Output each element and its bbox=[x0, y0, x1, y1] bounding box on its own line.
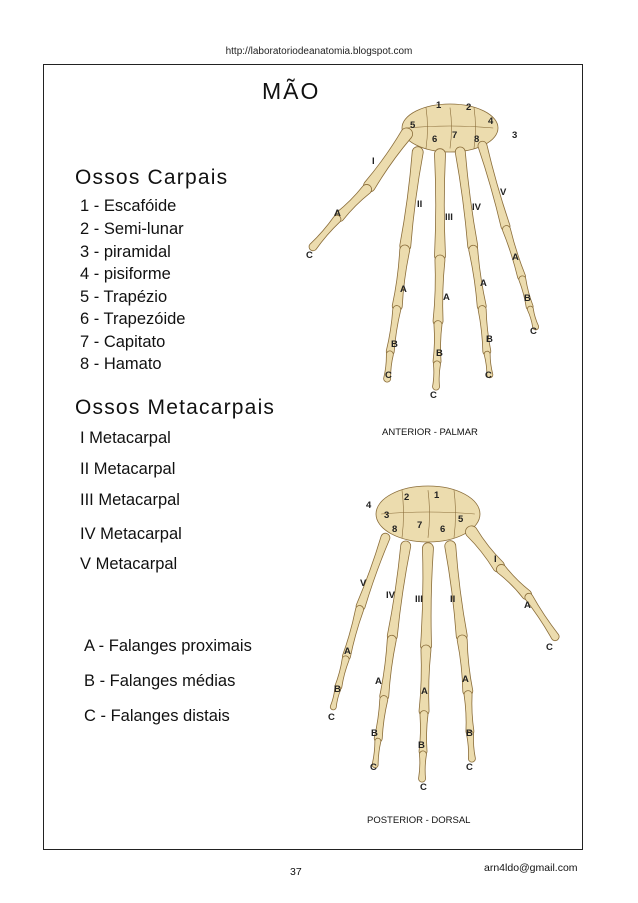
carpal-item: 7 - Capitato bbox=[80, 333, 166, 351]
palmar-label: B bbox=[486, 334, 493, 345]
dorsal-label: 5 bbox=[458, 514, 464, 525]
dorsal-label: A bbox=[524, 600, 531, 611]
dorsal-label: A bbox=[344, 646, 351, 657]
middle-finger-bone-3 bbox=[418, 751, 426, 782]
phalanx-item: A - Falanges proximais bbox=[84, 637, 252, 655]
palmar-label: C bbox=[385, 370, 392, 381]
dorsal-label: C bbox=[546, 642, 553, 653]
dorsal-label: B bbox=[371, 728, 378, 739]
palmar-label: B bbox=[524, 293, 531, 304]
dorsal-label: C bbox=[466, 762, 473, 773]
palmar-label: A bbox=[443, 292, 450, 303]
palmar-label: V bbox=[500, 187, 507, 198]
palmar-label: 8 bbox=[474, 134, 480, 145]
palmar-label: C bbox=[530, 326, 537, 337]
dorsal-label: B bbox=[334, 684, 341, 695]
palmar-label: 1 bbox=[436, 100, 442, 111]
dorsal-label: III bbox=[415, 594, 423, 605]
metacarpal-item: V Metacarpal bbox=[80, 555, 178, 573]
carpal-item: 4 - pisiforme bbox=[80, 265, 171, 283]
palmar-label: 6 bbox=[432, 134, 438, 145]
palmar-label: A bbox=[400, 284, 407, 295]
middle-finger-bone-3 bbox=[432, 361, 440, 390]
dorsal-label: A bbox=[462, 674, 469, 685]
metacarpals-heading: Ossos Metacarpais bbox=[75, 396, 276, 419]
dorsal-label: A bbox=[375, 676, 382, 687]
palmar-label: I bbox=[372, 156, 375, 167]
palmar-label: II bbox=[417, 199, 423, 210]
palmar-label: B bbox=[391, 339, 398, 350]
middle-finger-bone-1 bbox=[433, 255, 445, 326]
palmar-label: 2 bbox=[466, 102, 472, 113]
index-finger-bone-1 bbox=[457, 634, 474, 696]
carpal-item: 2 - Semi-lunar bbox=[80, 220, 184, 238]
dorsal-label: A bbox=[421, 686, 428, 697]
dorsal-label: 4 bbox=[366, 500, 372, 511]
dorsal-label: 1 bbox=[434, 490, 440, 501]
palmar-label: C bbox=[485, 370, 492, 381]
metacarpal-item: IV Metacarpal bbox=[80, 525, 182, 543]
dorsal-label: 7 bbox=[417, 520, 423, 531]
index-finger-bone-1 bbox=[392, 244, 411, 311]
middle-finger-bone-1 bbox=[419, 645, 431, 716]
dorsal-label: B bbox=[466, 728, 473, 739]
thumb-bone-0 bbox=[361, 126, 415, 195]
palmar-label: C bbox=[430, 390, 437, 401]
palmar-label: A bbox=[334, 208, 341, 219]
palmar-label: A bbox=[512, 252, 519, 263]
metacarpal-item: II Metacarpal bbox=[80, 460, 176, 478]
page-title: MÃO bbox=[262, 78, 321, 104]
index-finger-bone-0 bbox=[444, 540, 468, 642]
thumb-bone-2 bbox=[307, 214, 342, 253]
palmar-label: 5 bbox=[410, 120, 416, 131]
dorsal-label: 6 bbox=[440, 524, 446, 535]
palmar-label: 3 bbox=[512, 130, 518, 141]
palmar-label: 4 bbox=[488, 116, 494, 127]
palmar-label: C bbox=[306, 250, 313, 261]
carpal-item: 8 - Hamato bbox=[80, 355, 162, 373]
ring-finger-bone-1 bbox=[379, 635, 397, 702]
dorsal-hand-illustration bbox=[300, 478, 580, 808]
metacarpal-item: I Metacarpal bbox=[80, 429, 171, 447]
dorsal-label: C bbox=[328, 712, 335, 723]
palmar-caption: ANTERIOR - PALMAR bbox=[382, 427, 478, 438]
carpal-item: 6 - Trapezóide bbox=[80, 310, 186, 328]
carpal-item: 3 - piramidal bbox=[80, 243, 171, 261]
palmar-label: III bbox=[445, 212, 453, 223]
page-number: 37 bbox=[290, 866, 302, 878]
dorsal-label: V bbox=[360, 578, 367, 589]
little-finger-bone-0 bbox=[477, 140, 511, 232]
dorsal-label: 3 bbox=[384, 510, 390, 521]
dorsal-label: 8 bbox=[392, 524, 398, 535]
ring-finger-bone-2 bbox=[478, 305, 491, 356]
source-url: http://laboratoriodeanatomia.blogspot.com bbox=[225, 46, 413, 57]
carpal-item: 5 - Trapézio bbox=[80, 288, 168, 306]
metacarpal-item: III Metacarpal bbox=[80, 491, 180, 509]
ring-finger-bone-0 bbox=[455, 146, 479, 251]
dorsal-label: C bbox=[370, 762, 377, 773]
palmar-label: B bbox=[436, 348, 443, 359]
phalanx-item: C - Falanges distais bbox=[84, 707, 230, 725]
carpal-item: 1 - Escafóide bbox=[80, 197, 177, 215]
phalanx-item: B - Falanges médias bbox=[84, 672, 236, 690]
dorsal-label: C bbox=[420, 782, 427, 793]
middle-finger-bone-0 bbox=[435, 149, 446, 262]
dorsal-label: II bbox=[450, 594, 456, 605]
palmar-label: IV bbox=[472, 202, 481, 213]
palmar-label: A bbox=[480, 278, 487, 289]
footer-email: arn4ldo@gmail.com bbox=[484, 862, 578, 874]
dorsal-label: IV bbox=[386, 590, 395, 601]
palmar-label: 7 bbox=[452, 130, 458, 141]
dorsal-label: I bbox=[494, 554, 497, 565]
palmar-hand-illustration bbox=[290, 88, 580, 410]
dorsal-label: 2 bbox=[404, 492, 410, 503]
carpals-heading: Ossos Carpais bbox=[75, 166, 229, 189]
dorsal-label: B bbox=[418, 740, 425, 751]
dorsal-caption: POSTERIOR - DORSAL bbox=[367, 815, 471, 826]
